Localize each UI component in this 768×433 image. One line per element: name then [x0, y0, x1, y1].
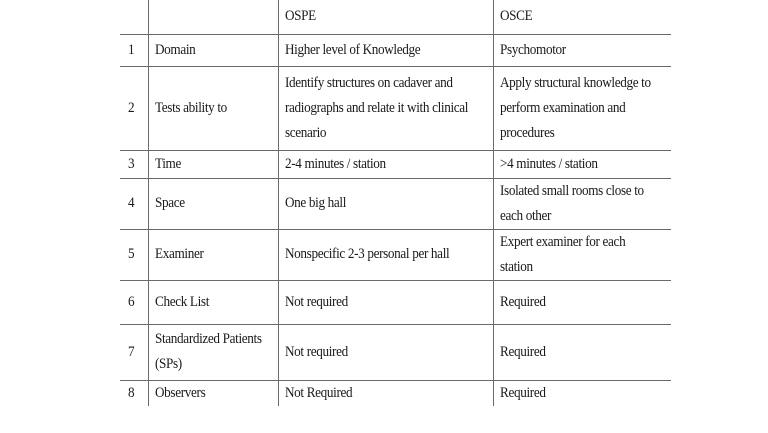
- row-osce-line: Required: [499, 343, 546, 360]
- row-ospe: [278, 150, 493, 178]
- row-number-text: 5: [128, 246, 135, 262]
- row-number: [120, 178, 148, 229]
- row-ospe-line: radiographs and relate it with clinical: [284, 99, 468, 116]
- row-criterion-line: Standardized Patients: [154, 331, 262, 347]
- row-criterion: [148, 178, 278, 229]
- row-osce-line: Expert examiner for each: [499, 233, 625, 250]
- row-ospe-line: Not required: [284, 293, 348, 310]
- row-number-text: 1: [128, 41, 135, 58]
- row-ospe: [278, 34, 493, 66]
- row-ospe: [278, 178, 493, 229]
- row-osce-line: Required: [499, 384, 546, 401]
- row-osce: [493, 280, 671, 324]
- row-ospe-line: One big hall: [284, 195, 346, 211]
- row-criterion-line: Check List: [154, 293, 209, 310]
- row-number-text: 8: [128, 384, 135, 401]
- table-row: [120, 178, 671, 229]
- table-header-row: [120, 0, 671, 34]
- row-osce-line: Psychomotor: [499, 41, 566, 58]
- row-number-text: 6: [128, 293, 135, 310]
- row-criterion-line: Domain: [154, 41, 195, 58]
- row-number: [120, 34, 148, 66]
- row-osce-line: station: [499, 258, 533, 275]
- row-ospe-line: scenario: [284, 124, 326, 141]
- row-criterion: [148, 229, 278, 280]
- row-ospe: [278, 66, 493, 150]
- row-osce-line: each other: [499, 207, 551, 224]
- row-ospe: [278, 324, 493, 380]
- header-criterion: [148, 0, 278, 34]
- table-row: [120, 229, 671, 280]
- row-criterion-line: Time: [154, 155, 181, 172]
- row-criterion: [148, 66, 278, 150]
- row-osce-line: Apply structural knowledge to: [499, 74, 651, 91]
- row-criterion: [148, 380, 278, 406]
- row-number: [120, 150, 148, 178]
- row-criterion-line: Space: [154, 195, 185, 211]
- table-row: [120, 34, 671, 66]
- row-osce-line: Isolated small rooms close to: [499, 182, 644, 199]
- row-number-text: 7: [128, 343, 135, 360]
- row-number-text: 4: [128, 195, 135, 211]
- table-row: [120, 380, 671, 406]
- row-number: [120, 324, 148, 380]
- header-osce: OSCE: [493, 0, 671, 34]
- row-ospe: [278, 229, 493, 280]
- row-osce-line: >4 minutes / station: [499, 155, 598, 172]
- row-osce-line: perform examination and: [499, 99, 625, 116]
- table-row: [120, 324, 671, 380]
- row-number-text: 3: [128, 155, 135, 172]
- header-ospe: OSPE: [278, 0, 493, 34]
- row-number: [120, 229, 148, 280]
- row-osce-line: Required: [499, 293, 546, 310]
- row-criterion-line: Observers: [154, 384, 205, 401]
- row-ospe-line: Identify structures on cadaver and: [284, 74, 453, 91]
- row-ospe-line: Higher level of Knowledge: [284, 41, 420, 58]
- row-osce: [493, 178, 671, 229]
- row-criterion-line: (SPs): [154, 356, 182, 372]
- row-criterion-line: Examiner: [154, 246, 203, 262]
- row-number: [120, 380, 148, 406]
- row-osce-line: procedures: [499, 124, 554, 141]
- row-number-text: 2: [128, 99, 135, 116]
- row-criterion: [148, 280, 278, 324]
- row-ospe-line: 2-4 minutes / station: [284, 155, 386, 172]
- row-ospe: [278, 280, 493, 324]
- row-osce: [493, 66, 671, 150]
- row-criterion: [148, 34, 278, 66]
- row-osce: [493, 380, 671, 406]
- header-number: [120, 0, 148, 34]
- row-osce: [493, 34, 671, 66]
- comparison-table: [120, 0, 671, 406]
- row-osce: [493, 324, 671, 380]
- row-ospe: [278, 380, 493, 406]
- row-number: [120, 280, 148, 324]
- row-number: [120, 66, 148, 150]
- row-criterion-line: Tests ability to: [154, 99, 227, 116]
- row-ospe-line: Nonspecific 2-3 personal per hall: [284, 246, 449, 262]
- row-ospe-line: Not required: [284, 343, 348, 360]
- table-row: [120, 280, 671, 324]
- row-criterion: [148, 150, 278, 178]
- row-criterion: [148, 324, 278, 380]
- table-row: [120, 66, 671, 150]
- row-osce: [493, 150, 671, 178]
- row-ospe-line: Not Required: [284, 384, 352, 401]
- table-row: [120, 150, 671, 178]
- row-osce: [493, 229, 671, 280]
